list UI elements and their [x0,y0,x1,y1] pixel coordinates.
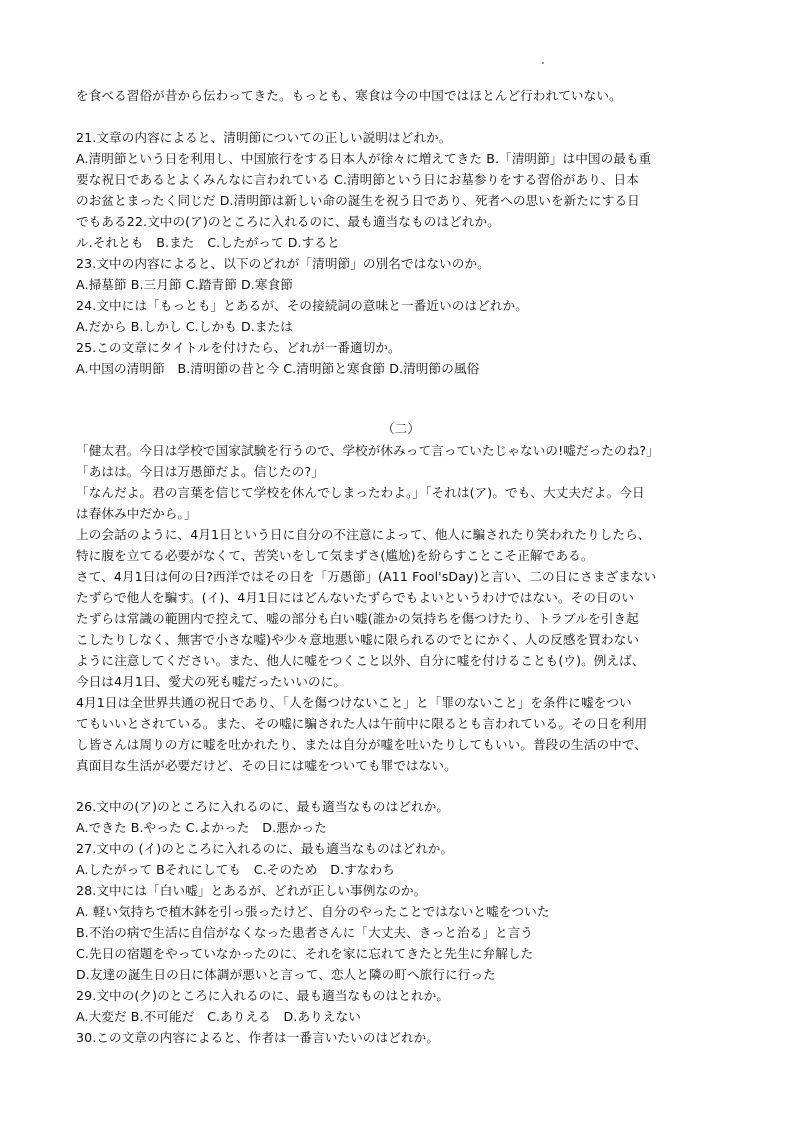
question-21-options-line-1: A.清明節という日を利用し、中国旅行をする日本人が徐々に増えてきた B.「清明節」は中国の最も重 [76,151,652,166]
passage-line: 真面目な生活が必要だけど、その日には嘘をついても罪ではない。 [76,758,457,773]
passage-line: 特に腹を立てる必要がなくて、苦笑いをして気まずさ(尴尬)を紛らすことこそ正解である。 [76,548,594,563]
question-28-option-c: C.先日の宿題をやっていなかったのに、それを家に忘れてきたと先生に弁解した [76,946,534,961]
question-24-options: A.だから B.しかし C.しかも D.または [76,319,293,334]
question-26: 26.文中の(ア)のところに入れるのに、最も適当なものはどれか。 [76,799,450,814]
passage-line: 上の会話のように、4月1日という日に自分の不注意によって、他人に騙されたり笑われたりしたら、 [76,527,651,542]
question-29-options: A.大変だ B.不可能だ C.ありえる D.ありえない [76,1009,361,1024]
question-25-options: A.中国の清明節 B.清明節の昔と今 C.清明節と寒食節 D.清明節の風俗 [76,361,480,376]
passage-line: さて、4月1日は何の日?西洋ではその日を「万愚節」(A11 Fool'sDay)と言い、二の日にさまざまない [76,569,657,584]
passage-line: 「あはは。今日は万愚節だよ。信じたの?」 [76,464,324,479]
passage-line: 今日は4月1日、愛犬の死も嘘だったいいのに。 [76,674,347,689]
question-24: 24.文中には「もっとも」とあるが、その接続詞の意味と一番近いのはどれか。 [76,298,528,313]
question-25: 25.この文章にタイトルを付けたら、どれが一番適切か。 [76,340,401,355]
passage-line: こしたりしなく、無害で小さな嘘)や少々意地悪い嘘に限られるのでとにかく、人の反感を買わない [76,632,640,647]
question-23-options: A.掃墓節 B.三月節 C.踏青節 D.寒食節 [76,277,293,292]
question-27-options: A.したがって Bそれにしても C.そのため D.すなわち [76,862,395,877]
question-29: 29.文中の(ク)のところに入れるのに、最も適当なものはとれか。 [76,988,450,1003]
question-23: 23.文中の内容によると、以下のどれが「清明節」の別名ではないのか。 [76,256,490,271]
question-28-option-d: D.友達の誕生日の日に体調が悪いと言って、恋人と隣の町へ旅行に行った [76,967,496,982]
question-21-options-line-2: 要な祝日であるとよくみんなに言われている C.清明節という日にお墓参りをする習俗があり、日本 [76,172,639,187]
question-22-options: ル.それとも B.また C.したがって D.すると [76,235,340,250]
question-28-option-b: B.不治の病で生活に自信がなくなった患者さんに「大丈夫、きっと治る」と言う [76,925,534,940]
passage-line: てもいいとされている。また、その嘘に騙された人は午前中に限るとも言われている。その日を利用 [76,716,648,731]
question-26-options: A.できた B.やった C.よかった D.悪かった [76,820,327,835]
passage-line: 4月1日は全世界共通の祝日であり、「人を傷つけないこと」と「罪のないこと」を条件に嘘をつい [76,695,632,710]
passage-line: し皆さんは周りの方に嘘を吐かれたり、または自分が嘘を吐いたりしてもいい。普段の生活の中で、 [76,737,647,752]
scan-speck [542,62,544,64]
passage-line: ように注意してください。また、他人に嘘をつくこと以外、自分に嘘を付けることも(ウ)。例えば、 [76,653,645,668]
passage-line: 「健太君。今日は学校で国家試験を行うので、学校が休みって言っていたじゃないの!嘘だったのね?」 [76,443,659,458]
question-22: でもある22.文中の(ア)のところに入れるのに、最も適当なものはどれか。 [76,214,500,229]
question-21: 21.文章の内容によると、清明節についての正しい説明はどれか。 [76,130,452,145]
passage-line: たずらは常識の範囲内で控えて、嘘の部分も白い嘘(誰かの気持ちを傷つけたり、トラブルを引き起 [76,611,639,626]
question-28: 28.文中には「白い嘘」とあるが、どれが正しい事例なのか。 [76,883,427,898]
passage-line: は春休み中だから。」 [76,506,197,521]
intro-line: を食べる習俗が昔から伝わってきた。もっとも、寒食は今の中国ではほとんど行われていない。 [76,88,622,103]
question-28-option-a: A. 軽い気持ちで植木鉢を引っ張ったけど、自分のやったことではないと嘘をついた [76,904,550,919]
section-heading: （二） [381,421,421,436]
question-21-options-line-3: のお盆とまったく同じだ D.清明節は新しい命の誕生を祝う日であり、死者への思いを新たにする日 [76,193,640,208]
question-30: 30.この文章の内容によると、作者は一番言いたいのはどれか。 [76,1030,440,1045]
passage-line: たずらで他人を騙す。(イ)、4月1日にはどんないたずらでもよいというわけではない。その日のい [76,590,635,605]
question-27: 27.文中の (イ)のところに入れるのに、最も適当なものはどれか。 [76,841,454,856]
passage-line: 「なんだよ。君の言葉を信じて学校を休んでしまったわよ。」「それは(ア)。でも、大丈夫だよ。今日 [76,485,645,500]
